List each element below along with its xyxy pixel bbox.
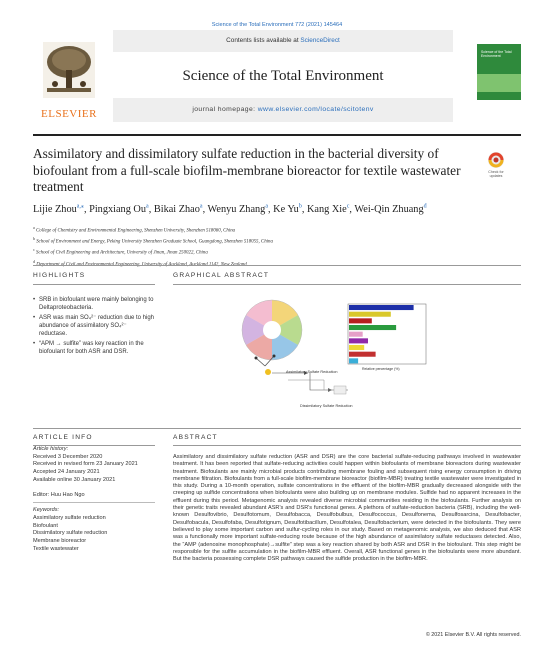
highlight-item: • ASR was main SO₄²⁻ reduction due to high abundance of assimilatory SO₄²⁻ reductase. <box>33 314 155 338</box>
graphical-abstract-svg <box>158 290 518 410</box>
affiliations <box>33 224 521 269</box>
homepage-bar <box>113 98 453 122</box>
circular-taxonomy-plot <box>242 300 302 360</box>
elsevier-logo[interactable] <box>33 36 105 124</box>
cover-image-band <box>477 74 521 92</box>
editor: Editor: Huu Hao Ngo <box>33 491 85 498</box>
header-divider <box>33 134 521 136</box>
elsevier-tree-icon <box>43 42 95 98</box>
check-for-updates-badge[interactable] <box>482 150 510 186</box>
abstract-text: Assimilatory and dissimilatory sulfate reduction (ASR and DSR) are the core bacterial sulfate-reducing pathways involved in wastewater treatment. It has been reported that sulfate-reducing activities could happen within biofoulants of membrane bioreactors during wastewater treatment. Biofoulants are mainly microbial products contributing membrane fouling and subsequent rising energy consumption in driving membrane filtration. Biofoulants from a full-scale biofilm-membrane bioreactor (biofilm-MBR) treating textile wastewater were investigated in this study. During a 10-month operation, sulfate concentrations in the effluent of the biofilm-MBR gradually decreased alongside with the creeping up sulfide concentrations when biofoulants were also building up on membrane modules. Sulfide had no apparent increases in the effluent during this period. Metagenomic analysis revealed diverse microbial communities residing in the biofoulants. Further analysis on their genetic traits revealed abundant ASR's and DSR's functional genes. A plethora of sulfate-reduction bacteria (SRB), including the well-known Desulfovibrio, Desulfotomum, Desulfobacca, Desulfobulbus, Desulfococcus, Desulfonema, Desulfosarcina, Desulfobacter, Desulfobacula, Desulfofaba, Desulfotignum, Desulfotibacillum, Desulfotalea, Desulfobacterium, were detected in the biofoulants. They were believed to play some important carbon and sulfur-cycling roles in our study. Based on metagenomic analysis, we also deduced that ASR was a functionally more important sulfate-reducing route because of the high abundance of assimilatory sulfate reductases detected. Also, the “AMP (adenosine monophosphate)→sulfite” step was a key reaction shared by both ASR and DSR in the biofoulant. This step might be responsible for the sulfite accumulation in the biofilm-MBR effluent. Overall, ASR functional genes in the biofoulants were more abundant. But the bacteria possessing complete DSR pathways caused the sulfide production in the biofilm-MBR. <box>173 454 521 563</box>
sulfate-reduction-pathway <box>255 355 349 395</box>
abundance-bar <box>349 345 364 350</box>
author[interactable]: Bikai Zhao$^a$, <box>153 204 208 216</box>
history-revised: Received in revised form 23 January 2021 <box>33 461 138 468</box>
abundance-bar <box>349 352 376 357</box>
abundance-bar <box>349 332 363 337</box>
asr-label: Assimilatory Sulfate Reduction <box>286 370 338 374</box>
affiliations-divider <box>33 265 521 266</box>
author[interactable]: Wenyu Zhang$^a$, <box>207 204 274 216</box>
sciencedirect-link[interactable]: ScienceDirect <box>300 37 340 44</box>
author[interactable]: Wei-Qin Zhuang$^d$ <box>354 204 427 216</box>
journal-title: Science of the Total Environment <box>182 68 384 84</box>
bars <box>349 305 414 363</box>
abundance-bar <box>349 305 414 310</box>
dsr-label: Dissimilatory Sulfate Reduction <box>300 404 353 408</box>
affiliation-line: $^c$ School of Civil Engineering and Architecture, University of Jinan, Jinan 250022, China <box>33 247 208 257</box>
bar-axis-label: Relative percentage (%) <box>362 367 400 371</box>
homepage-link[interactable]: www.elsevier.com/locate/scitotenv <box>257 106 374 113</box>
history-label: Article history: <box>33 446 69 452</box>
highlights-rule <box>33 284 155 285</box>
highlight-item: • SRB in biofoulant were mainly belonging to Deltaproteobacteria. <box>33 296 155 312</box>
homepage-prefix: journal homepage: <box>192 106 258 113</box>
author[interactable]: Ke Yu$^b$, <box>273 204 307 216</box>
graphical-abstract-heading: GRAPHICAL ABSTRACT <box>173 272 270 279</box>
journal-header <box>33 30 521 130</box>
publisher-name: ELSEVIER <box>41 108 97 120</box>
keywords-label: Keywords: <box>33 507 60 514</box>
journal-reference[interactable]: Science of the Total Environment 772 (2021) 145464 <box>211 22 343 28</box>
keyword[interactable]: Membrane bioreactor <box>33 538 87 545</box>
abundance-bar-chart <box>348 304 426 371</box>
highlights-list <box>33 296 155 358</box>
author-list <box>33 203 521 215</box>
affiliation-line: $^b$ School of Environment and Energy, Peking University Shenzhen Graduate School, Guangdong, Shenzhen 518055, China <box>33 236 273 245</box>
abundance-bar <box>349 338 368 343</box>
abundance-bar <box>349 325 396 330</box>
cover-title: Science of the Total Environment <box>481 50 512 58</box>
contents-prefix: Contents lists available at <box>226 37 301 44</box>
affiliation-line: $^a$ College of Chemistry and Environmental Engineering, Shenzhen University, Shenzhen 518060, China <box>33 225 236 234</box>
article-info-heading: ARTICLE INFO <box>33 434 93 441</box>
abundance-bar <box>349 358 358 363</box>
keyword[interactable]: Dissimilatory sulfate reduction <box>33 530 108 537</box>
highlights-heading: HIGHLIGHTS <box>33 272 86 279</box>
keyword[interactable]: Biofoulant <box>33 522 58 529</box>
abstract-heading: ABSTRACT <box>173 434 218 441</box>
affiliation-line: d <box>33 258 35 264</box>
check-updates-icon <box>482 150 510 170</box>
copyright-notice: © 2021 Elsevier B.V. All rights reserved. <box>425 632 521 638</box>
journal-cover-thumbnail[interactable] <box>477 44 521 100</box>
author[interactable]: Pingxiang Ou$^a$, <box>89 204 154 216</box>
history-online: Available online 30 January 2021 <box>33 476 116 483</box>
journal-masthead <box>113 30 453 124</box>
contents-bar <box>113 30 453 52</box>
graphical-abstract-rule <box>173 284 521 285</box>
history-accepted: Accepted 24 January 2021 <box>33 469 100 476</box>
abundance-bar <box>349 312 391 317</box>
article-title: Assimilatory and dissimilatory sulfate reduction in the bacterial diversity of biofoulant from a full-scale biofilm-membrane bioreactor for textile wastewater treatment <box>33 146 461 195</box>
author[interactable]: Kang Xie$^c$, <box>306 204 355 216</box>
check-updates-label: Check for updates <box>488 170 504 178</box>
section-divider <box>33 428 521 429</box>
keyword[interactable]: Assimilatory sulfate reduction <box>33 514 106 521</box>
abstract-rule <box>173 445 521 446</box>
graphical-abstract-figure[interactable] <box>158 290 518 410</box>
abundance-bar <box>349 318 372 323</box>
keyword[interactable]: Textile wastewater <box>33 545 79 552</box>
highlight-item: • “APM → sulfite” was key reaction in the biofoulant for both ASR and DSR. <box>33 340 155 356</box>
article-info-block <box>33 446 155 553</box>
history-received: Received 3 December 2020 <box>33 453 103 460</box>
author[interactable]: Lijie Zhou$^{a,⁎}$, <box>33 204 90 216</box>
